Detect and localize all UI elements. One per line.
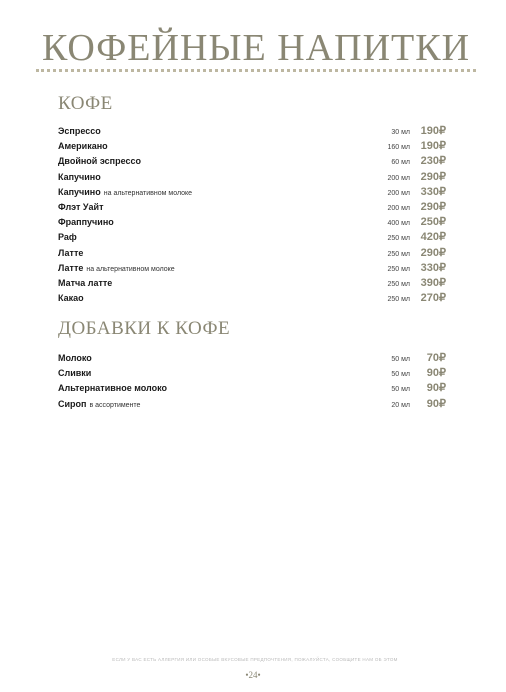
item-volume: 250 мл xyxy=(387,265,410,273)
item-volume: 200 мл xyxy=(387,204,410,212)
section-heading-coffee: КОФЕ xyxy=(58,93,113,114)
item-price: 70₽ xyxy=(426,352,446,364)
item-name: Капучино xyxy=(58,171,101,182)
item-name: Раф xyxy=(58,232,77,243)
menu-item xyxy=(58,185,446,200)
item-price: 90₽ xyxy=(426,367,446,380)
item-name: Американо xyxy=(58,141,108,152)
item-price: 250₽ xyxy=(420,216,446,229)
item-volume: 200 мл xyxy=(387,189,410,197)
item-price: 330₽ xyxy=(420,185,446,198)
item-price: 90₽ xyxy=(426,397,446,410)
item-volume: 400 мл xyxy=(387,220,410,228)
menu-item xyxy=(58,366,446,381)
item-price: 190₽ xyxy=(420,125,446,137)
item-name: Латте xyxy=(58,262,84,273)
item-volume: 250 мл xyxy=(387,280,410,288)
menu-item xyxy=(58,246,446,261)
item-name: Фраппучино xyxy=(58,217,114,228)
item-volume: 60 мл xyxy=(391,159,410,167)
item-price: 270₽ xyxy=(420,292,446,305)
allergy-notice: ЕСЛИ У ВАС ЕСТЬ АЛЛЕРГИЯ ИЛИ ОСОБЫЕ ВКУСОВЫЕ ПРЕДПОЧТЕНИЯ, ПОЖАЛУЙСТА, СООБЩИТЕ НАМ ОБ ЭТОМ xyxy=(112,657,398,662)
item-name: Сливки xyxy=(58,368,92,379)
menu-item xyxy=(58,230,446,245)
item-name: Какао xyxy=(58,293,84,304)
menu-item xyxy=(58,124,446,139)
menu-item xyxy=(58,154,446,169)
item-note: на альтернативном молоке xyxy=(86,265,175,273)
item-volume: 50 мл xyxy=(391,386,410,394)
section-heading-coffee-additions: ДОБАВКИ К КОФЕ xyxy=(58,318,231,339)
coffee-list xyxy=(58,124,446,306)
item-volume: 200 мл xyxy=(387,174,410,182)
item-volume: 50 мл xyxy=(391,356,410,363)
title-divider xyxy=(36,69,476,72)
item-volume: 50 мл xyxy=(391,371,410,379)
item-price: 290₽ xyxy=(420,170,446,183)
item-price: 330₽ xyxy=(420,261,446,274)
item-name: Двойной эспрессо xyxy=(58,156,142,167)
menu-item xyxy=(58,215,446,230)
menu-item xyxy=(58,351,446,366)
item-name: Капучино xyxy=(58,186,101,197)
item-note: на альтернативном молоке xyxy=(103,189,193,197)
menu-item xyxy=(58,200,446,215)
item-note: в ассортименте xyxy=(89,401,141,409)
menu-item xyxy=(58,381,446,396)
item-price: 190₽ xyxy=(420,140,446,153)
menu-item xyxy=(58,291,446,306)
additions-list xyxy=(58,351,446,412)
item-price: 390₽ xyxy=(420,276,446,289)
item-price: 420₽ xyxy=(420,231,446,244)
item-volume: 30 мл xyxy=(391,129,410,136)
item-name: Латте xyxy=(58,247,84,258)
menu-item xyxy=(58,397,446,412)
item-volume: 250 мл xyxy=(387,296,410,304)
item-name: Флэт Уайт xyxy=(58,201,104,212)
menu-item xyxy=(58,170,446,185)
menu-item xyxy=(58,261,446,276)
item-volume: 250 мл xyxy=(387,235,410,243)
item-name: Сироп xyxy=(58,398,87,409)
item-name: Молоко xyxy=(58,353,92,363)
item-price: 290₽ xyxy=(420,200,446,213)
page-title: КОФЕЙНЫЕ НАПИТКИ xyxy=(41,27,471,69)
item-price: 290₽ xyxy=(420,246,446,259)
item-volume: 160 мл xyxy=(387,144,410,152)
item-name: Эспрессо xyxy=(58,126,101,136)
item-price: 90₽ xyxy=(426,382,446,395)
item-name: Альтернативное молоко xyxy=(58,383,168,394)
menu-item xyxy=(58,276,446,291)
menu-item xyxy=(58,139,446,154)
page-number: •24• xyxy=(245,670,261,680)
item-price: 230₽ xyxy=(420,155,446,168)
item-name: Матча латте xyxy=(58,277,113,288)
item-volume: 20 мл xyxy=(391,401,410,409)
item-volume: 250 мл xyxy=(387,250,410,258)
